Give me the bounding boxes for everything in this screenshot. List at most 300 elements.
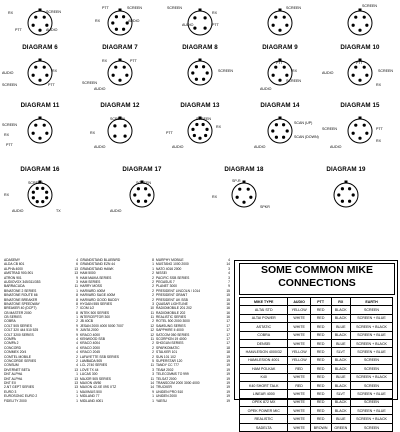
pin-label: RX: [102, 59, 107, 63]
model-name: SUN 101 102: [156, 354, 176, 359]
model-diagram-number: 4: [76, 350, 78, 355]
connector-diagram: [160, 0, 240, 50]
pin-label: PTT: [6, 143, 13, 147]
model-diagram-number: 19: [226, 376, 230, 381]
model-diagram-number: 13: [74, 385, 78, 390]
model-diagram-number: 1: [76, 315, 78, 320]
connector-diagram: [320, 102, 400, 158]
connector-pinout: [0, 44, 80, 100]
connector-pin: [363, 16, 366, 19]
diagram-title: DIAGRAM 11: [20, 102, 60, 109]
connector-pin: [34, 66, 37, 69]
model-diagram-number: 4: [228, 271, 230, 276]
connector-pin: [205, 128, 208, 131]
pin-label: PTT: [48, 83, 55, 87]
model-diagram-number: 11: [150, 376, 154, 381]
model-column: [156, 258, 230, 403]
model-diagram-number: 2: [152, 279, 154, 284]
connector-diagram: [0, 102, 80, 158]
model-diagram-number: 9: [76, 332, 78, 337]
model-name: UNIDEN PRO 510: [156, 389, 184, 394]
model-diagram-number: 19: [226, 367, 230, 372]
model-name: DNT EX: [4, 380, 17, 385]
model-diagram-number: 2: [152, 354, 154, 359]
connections-cell: SCREEN + BLACK: [351, 323, 393, 331]
model-diagram-number: 1: [76, 398, 78, 403]
model-name: CB SERIES: [4, 315, 22, 320]
model-diagram-number: 2: [152, 350, 154, 355]
connector-pin: [354, 66, 357, 69]
connector-pin: [113, 124, 116, 127]
connector-pin: [282, 123, 285, 126]
connector-pinout: [102, 166, 182, 222]
model-name: PEGASUS 7: [156, 279, 175, 284]
model-name: HAM 5000: [80, 271, 96, 276]
connections-cell: WHITE: [288, 331, 310, 339]
connector-pin: [272, 74, 275, 77]
model-name: TELECOMMS TO 999: [156, 372, 189, 377]
model-diagram-number: 16: [226, 310, 230, 315]
connector-pin: [125, 74, 128, 77]
connector-pin: [198, 137, 201, 140]
connector-pinout: [240, 0, 320, 50]
model-diagram-number: 14: [226, 262, 230, 267]
model-diagram-number: 8: [76, 293, 78, 298]
model-diagram-number: 1: [152, 262, 154, 267]
connector-pin: [137, 187, 140, 190]
model-name: PRESIDENT GRANT: [156, 293, 188, 298]
model-diagram-number: 17: [226, 337, 230, 342]
model-diagram-number: 1: [76, 389, 78, 394]
connector-pin: [195, 123, 198, 126]
model-name: COLT 3200 SERIES: [4, 332, 34, 337]
connector-pin: [45, 132, 48, 135]
model-diagram-number: 13: [74, 376, 78, 381]
connector-pin: [358, 29, 361, 32]
model-name: LOVE TX 44: [80, 367, 99, 372]
model-name: CB MASTER 2000: [4, 310, 32, 315]
model-column: [4, 258, 78, 403]
model-diagram-number: 1: [152, 394, 154, 399]
pin-label: RX: [52, 69, 57, 73]
model-diagram-number: 13: [74, 271, 78, 276]
model-name: RADIOMOBILE 202: [156, 310, 186, 315]
diagram-title: DIAGRAM 13: [180, 102, 220, 109]
connections-cell: WHITE: [288, 415, 310, 423]
model-name: JUNTA 2000: [80, 328, 99, 333]
diagram-title: DIAGRAM 14: [260, 102, 300, 109]
pin-label: SCREEN: [127, 6, 142, 10]
model-name: MIDLAND 77: [80, 394, 100, 399]
connector-pin: [36, 187, 39, 190]
pin-label: RX: [292, 69, 297, 73]
connector-diagram: [80, 44, 160, 100]
connector-key: [279, 117, 282, 120]
connections-cell: RED: [310, 348, 331, 356]
connections-cell: SCREEN: [351, 365, 393, 373]
model-diagram-number: 17: [226, 341, 230, 346]
connections-cell: YELLOW: [288, 356, 310, 364]
connections-cell: MIKE TYPE: [240, 298, 288, 306]
model-name: YAESU: [156, 398, 167, 403]
connector-pin: [123, 124, 126, 127]
connector-pin: [202, 123, 205, 126]
model-diagram-number: 3: [76, 279, 78, 284]
model-diagram-number: 12: [150, 328, 154, 333]
model-diagram-number: 9: [76, 275, 78, 280]
connector-pin: [123, 134, 126, 137]
model-name: BREAKER 40 (DCPT): [4, 306, 37, 311]
model-diagram-number: 16: [226, 315, 230, 320]
model-diagram-number: 4: [76, 258, 78, 262]
model-diagram-number: 1: [152, 398, 154, 403]
connector-pinout: [160, 44, 240, 100]
model-diagram-number: 19: [226, 358, 230, 363]
connections-row: [240, 381, 393, 389]
connector-pin: [283, 66, 286, 69]
pin-label: AUDIO: [94, 87, 106, 91]
model-name: ALDA CB 601: [4, 262, 25, 267]
diagram-title: DIAGRAM 12: [100, 102, 140, 109]
model-diagram-number: 3: [152, 372, 154, 377]
radio-model-list: [4, 258, 230, 403]
connector-pin: [114, 66, 117, 69]
connector-key: [119, 9, 122, 12]
connector-diagram: [240, 44, 320, 100]
pin-label: SCREEN: [46, 10, 61, 14]
pin-label: PTT: [130, 59, 137, 63]
connector-pin: [45, 196, 48, 199]
model-name: BINATONE ROUTE 66: [4, 293, 38, 298]
model-diagram-number: 3: [152, 301, 154, 306]
connector-pin: [365, 132, 368, 135]
connector-diagram: [0, 44, 80, 100]
model-name: TEAM 2002: [156, 367, 174, 372]
model-diagram-number: 11: [150, 315, 154, 320]
connections-cell: BLACK: [331, 407, 351, 415]
model-name: REALISTIC SERIES: [156, 315, 187, 320]
diagram-title: DIAGRAM 16: [20, 166, 60, 173]
connections-cell: K40: [240, 373, 288, 381]
model-name: PACIFIC SSB SERIES: [156, 275, 190, 280]
connections-cell: SCREEN + BLUE: [351, 331, 393, 339]
pin-label: RX: [212, 195, 217, 199]
model-name: KRACO 2000: [80, 345, 100, 350]
model-diagram-number: 9: [228, 284, 230, 289]
model-diagram-number: 4: [76, 337, 78, 342]
model-diagram-number: 4: [76, 345, 78, 350]
connector-key: [243, 181, 246, 184]
model-diagram-number: 2: [152, 297, 154, 302]
connections-cell: OPEK POWER MIC: [240, 407, 288, 415]
model-diagram-number: 17: [226, 328, 230, 333]
model-diagram-number: 7: [228, 279, 230, 284]
connector-diagram: [0, 0, 80, 50]
model-name: AUDIOVOX 345/311/353: [4, 279, 41, 284]
connector-pin: [193, 16, 196, 19]
connections-cell: BLUE: [331, 339, 351, 347]
connector-pin: [286, 129, 289, 132]
pin-label: RX: [212, 11, 217, 15]
connector-pin: [365, 24, 368, 27]
connector-pin: [112, 74, 115, 77]
connections-cell: LINEAR 4000: [240, 390, 288, 398]
model-name: CONCORD: [4, 345, 22, 350]
connector-pin: [282, 136, 285, 139]
model-diagram-number: 19: [226, 389, 230, 394]
connector-key: [39, 59, 42, 62]
model-name: MAJOR 505 SERIES: [80, 376, 111, 381]
model-diagram-number: 19: [226, 398, 230, 403]
connector-pin: [43, 66, 46, 69]
pin-label: SCREEN: [286, 79, 301, 83]
connections-cell: BLACK: [331, 365, 351, 373]
pin-label: AUDIO: [110, 209, 122, 213]
model-name: LAMBADA 505: [80, 358, 102, 363]
model-name: SATCOM 050 SERIES: [156, 332, 190, 337]
connector-pin: [272, 24, 275, 27]
connector-pin: [341, 200, 344, 203]
model-name: HAM SERIES: [80, 279, 101, 284]
model-name: TRANSCOM 2000 3000 4000: [156, 380, 200, 385]
model-name: SAMSUNG SERIES: [156, 323, 186, 328]
model-name: SUPERSTAR 120: [156, 358, 183, 363]
connections-cell: SCREEN: [351, 306, 393, 314]
model-name: HAM MAIKA SERIES: [80, 275, 112, 280]
connector-pin: [236, 196, 239, 199]
connector-pin: [32, 191, 35, 194]
pin-label: SP-R: [232, 179, 241, 183]
connector-pin: [278, 29, 281, 32]
model-name: BINATONE BREAKER: [4, 297, 38, 302]
connector-pin: [354, 16, 357, 19]
model-name: KRACO 4000: [80, 332, 100, 337]
connector-diagram: [204, 166, 284, 222]
model-name: TRUCKER: [156, 385, 172, 390]
pin-label: SCREEN: [322, 127, 337, 131]
connections-cell: RED: [310, 415, 331, 423]
connector-pin: [341, 187, 344, 190]
model-name: MAXON 42-XE 09S XTZ: [80, 385, 117, 390]
connector-diagram: [80, 0, 160, 50]
connections-cell: BROWN: [310, 423, 331, 431]
model-name: HARVARD GOOD BUDDY: [80, 297, 120, 302]
connections-table: [239, 297, 393, 432]
model-name: COMTEL MOBILE: [4, 354, 31, 359]
model-diagram-number: 19: [226, 394, 230, 399]
model-name: LAFAYETTE SSB SERIES: [80, 354, 119, 359]
model-diagram-number: 4: [76, 363, 78, 368]
pin-label: PTT: [166, 131, 173, 135]
connector-pinout: [0, 166, 80, 222]
model-name: HYGAIN 555 SERIES: [80, 301, 113, 306]
connections-cell: RX: [331, 298, 351, 306]
connections-cell: BLUE: [331, 373, 351, 381]
connections-cell: RED: [310, 356, 331, 364]
connections-cell: SCREEN + BLACK: [351, 339, 393, 347]
connector-pin: [363, 124, 366, 127]
connector-pin: [133, 193, 136, 196]
model-diagram-number: 15: [226, 297, 230, 302]
connections-cell: RED: [310, 407, 331, 415]
model-diagram-number: 15: [226, 288, 230, 293]
model-name: CONCORDE SERIES: [4, 358, 37, 363]
connections-row: [240, 398, 393, 406]
connector-pin: [202, 65, 205, 68]
connections-cell: SLVT: [331, 390, 351, 398]
connector-pin: [115, 28, 118, 31]
connections-cell: COBRA: [240, 331, 288, 339]
model-row: [156, 399, 230, 403]
pin-label: PTT: [102, 6, 109, 10]
model-name: INTEK 500 SERIES: [80, 310, 110, 315]
connections-cell: BLUE: [331, 323, 351, 331]
model-diagram-number: 2: [76, 358, 78, 363]
connector-ring: [28, 183, 52, 207]
model-name: ALPHA 4000: [4, 266, 23, 271]
pin-label: AUDIO: [182, 23, 194, 27]
connector-pin: [352, 132, 355, 135]
connections-cell: ASTATIC: [240, 323, 288, 331]
model-name: EUROSONIC EURO 2: [4, 394, 38, 399]
pin-label: SCREEN: [110, 117, 125, 121]
pin-label: AUDIO: [322, 71, 334, 75]
connector-pin: [111, 21, 114, 24]
connector-pin: [144, 187, 147, 190]
pin-label: PTT: [356, 61, 363, 65]
model-name: GRANDSTAND BLUEBIRD: [80, 258, 121, 262]
model-diagram-number: 9: [76, 328, 78, 333]
connector-key: [359, 9, 362, 12]
connector-pin: [249, 196, 252, 199]
model-diagram-number: 12: [150, 332, 154, 337]
connector-pin: [275, 123, 278, 126]
model-name: FIDELITY 2000: [4, 398, 27, 403]
connector-pinout: [320, 44, 400, 100]
connector-pinout: [320, 102, 400, 158]
connector-pin: [363, 66, 366, 69]
connector-pin: [34, 16, 37, 19]
model-diagram-number: 1: [76, 288, 78, 293]
connections-cell: WHITE: [288, 339, 310, 347]
pin-label: RX: [8, 11, 13, 15]
connections-cell: WHITE: [288, 407, 310, 415]
pin-label: SCREEN: [2, 83, 17, 87]
model-name: BINATONE 2 SERIES: [4, 288, 37, 293]
connector-diagram: [160, 102, 240, 158]
connections-cell: SCREEN: [351, 356, 393, 364]
model-diagram-number: 2: [152, 345, 154, 350]
connections-cell: RED: [310, 306, 331, 314]
pin-label: AUDIO: [128, 19, 140, 23]
connections-cell: HAM/LESION 4000/32: [240, 348, 288, 356]
model-name: EURO 3: [4, 389, 17, 394]
connector-pin: [242, 201, 245, 204]
connector-pin: [148, 193, 151, 196]
connector-diagram: [0, 166, 80, 222]
model-diagram-number: 14: [150, 380, 154, 385]
model-row: [4, 399, 78, 403]
connections-cell: SCREEN: [351, 398, 393, 406]
model-name: PLANET 3000: [156, 284, 178, 289]
model-diagram-number: 11: [74, 284, 78, 289]
connections-row: [240, 348, 393, 356]
connector-pin: [283, 16, 286, 19]
connections-cell: RED: [310, 390, 331, 398]
connector-key: [39, 9, 42, 12]
connector-pin: [352, 24, 355, 27]
pin-label: PTT: [212, 23, 219, 27]
model-name: DNT ALPHA: [4, 372, 23, 377]
connector-key: [359, 117, 362, 120]
connections-row: [240, 331, 393, 339]
diagram-title: DIAGRAM 8: [182, 44, 218, 51]
connections-cell: K40 SHORT TALK: [240, 381, 288, 389]
model-diagram-number: 2: [152, 284, 154, 289]
connector-pin: [43, 16, 46, 19]
model-name: KRACO 4004: [80, 341, 100, 346]
connections-cell: RED: [310, 381, 331, 389]
connections-cell: RED: [310, 339, 331, 347]
connector-pinout: [0, 102, 80, 158]
connector-diagram: [320, 0, 400, 50]
connector-pin: [41, 187, 44, 190]
connector-pin: [352, 193, 355, 196]
pin-label: SCREEN: [378, 69, 393, 73]
connector-pinout: [306, 166, 386, 222]
model-name: ATRON 901: [4, 275, 22, 280]
connector-pin: [32, 132, 35, 135]
connector-pin: [354, 124, 357, 127]
connections-cell: GREEN: [331, 423, 351, 431]
diagram-title: DIAGRAM 9: [262, 44, 298, 51]
connections-cell: YELLOW: [288, 348, 310, 356]
pin-label: AUDIO: [46, 28, 58, 32]
connector-pinout: [320, 0, 400, 50]
connector-pin: [123, 66, 126, 69]
model-name: SPARKOMATIC: [156, 345, 180, 350]
model-column: [80, 258, 154, 403]
connections-cell: YELLOW: [288, 306, 310, 314]
connector-pin: [203, 16, 206, 19]
model-name: RADIOMOBILE 201 202: [156, 306, 192, 311]
model-name: COLT 320 444 510 525: [4, 328, 39, 333]
pin-label: SCREEN: [167, 6, 182, 10]
pin-label: SPKR: [260, 205, 270, 209]
connections-cell: AUDIO: [288, 298, 310, 306]
pin-label: AUDIO: [260, 87, 272, 91]
connector-pin: [45, 191, 48, 194]
model-diagram-number: 18: [226, 350, 230, 355]
pin-label: RX: [4, 133, 9, 137]
model-name: SCORPION 19 4000: [156, 337, 187, 342]
model-diagram-number: 11: [150, 363, 154, 368]
model-diagram-number: 19: [226, 363, 230, 368]
connector-key: [119, 59, 122, 62]
connector-pin: [348, 187, 351, 190]
model-name: DNT ALPHA: [4, 376, 23, 381]
connector-pinout: [80, 102, 160, 158]
connections-row: [240, 373, 393, 381]
connector-key: [199, 9, 202, 12]
connector-pin: [358, 137, 361, 140]
pin-label: AUDIO: [94, 145, 106, 149]
model-name: JESAN 2000 4000 5000 7007: [80, 323, 124, 328]
pin-label: SCREEN: [136, 181, 151, 185]
connector-pin: [38, 29, 41, 32]
connector-diagram: [102, 166, 182, 222]
model-name: COLT 505 SERIES: [4, 323, 32, 328]
